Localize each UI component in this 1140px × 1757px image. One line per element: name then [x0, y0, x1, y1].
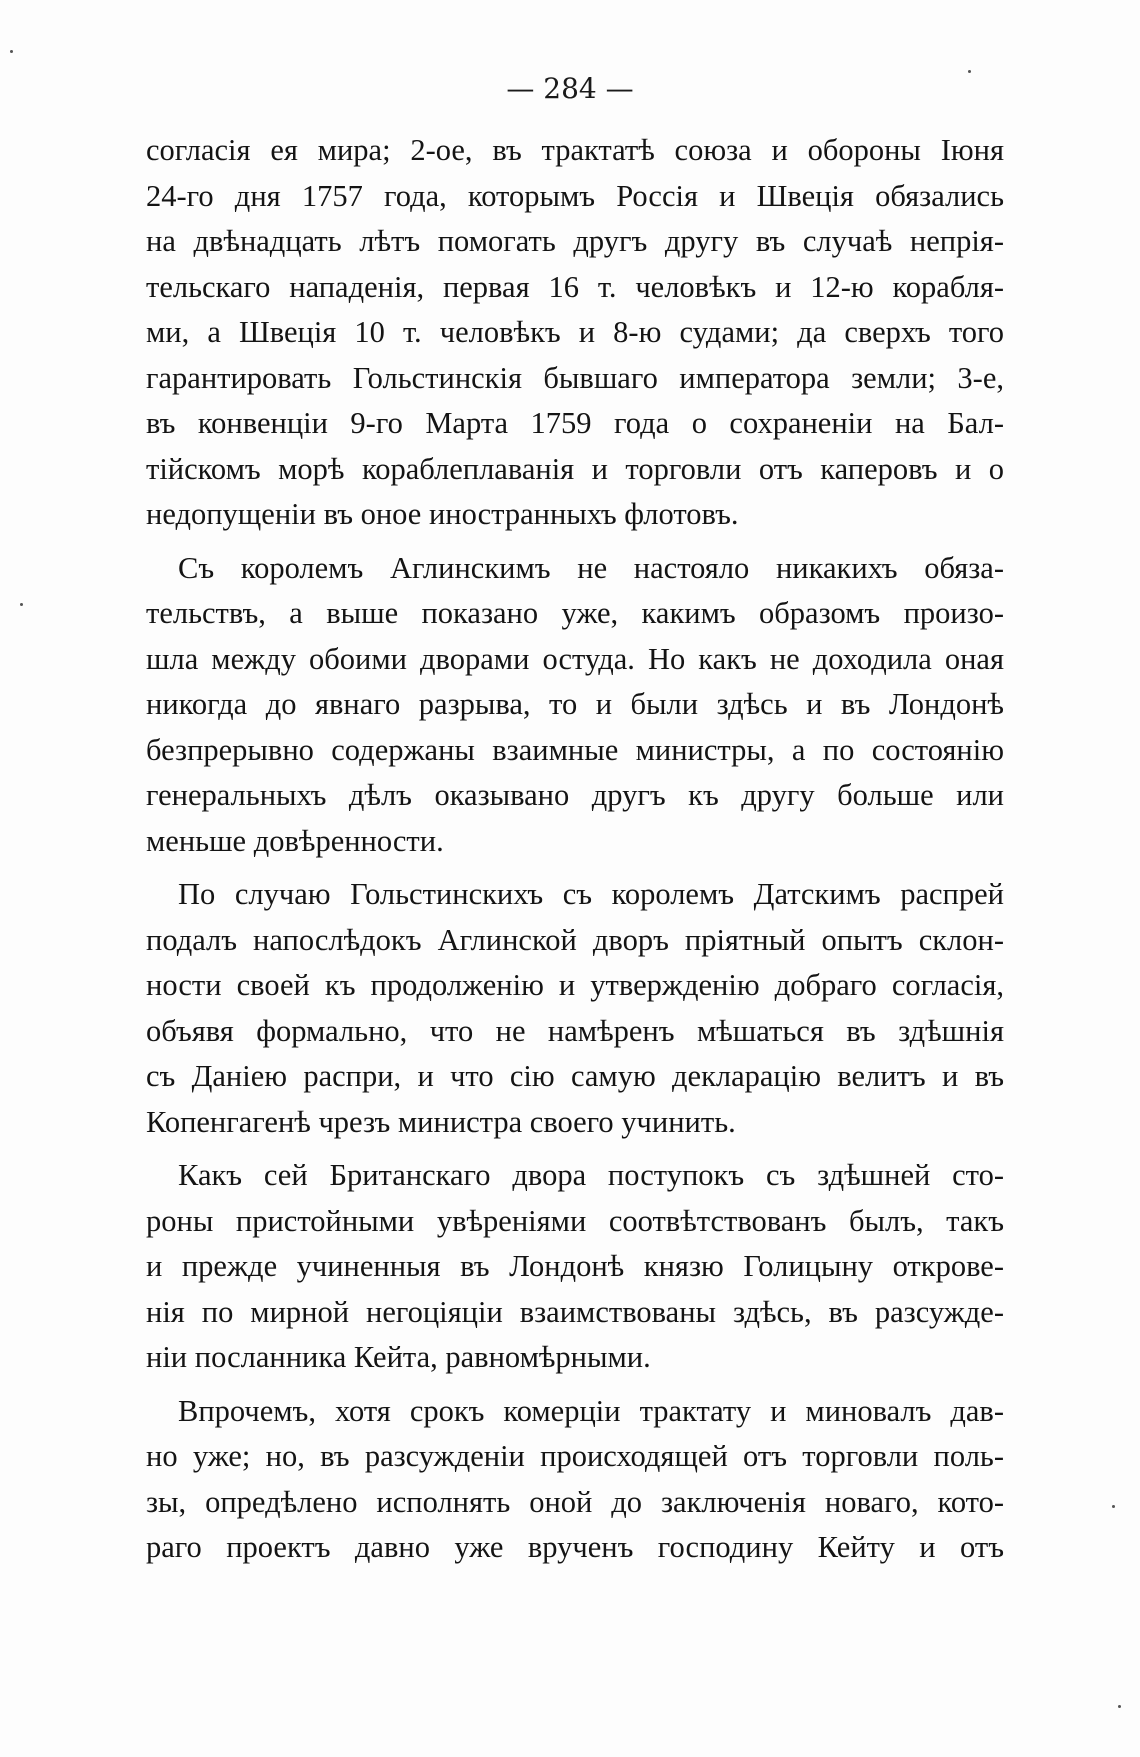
body-text	[146, 128, 1004, 1579]
text-line: роны пристойными увѣреніями соотвѣтствованъ былъ, такъ	[146, 1203, 1004, 1238]
text-line: Съ королемъ Аглинскимъ не настояло никакихъ обяза-	[178, 550, 1004, 585]
text-line: но уже; но, въ разсужденіи происходящей отъ торговли поль-	[146, 1439, 1004, 1473]
text-line: Какъ сей Британскаго двора поступокъ съ здѣшней сто-	[178, 1158, 1004, 1192]
text-line: съ Даніею распри, и что сію самую декларацію велитъ и въ	[146, 1059, 1004, 1093]
scan-speck	[20, 603, 23, 606]
paragraph-1	[146, 128, 1004, 538]
text-line: раго проектъ давно уже врученъ господину Кейту и отъ	[146, 1530, 1004, 1564]
scan-speck	[1112, 1505, 1115, 1508]
paragraph-4	[146, 1153, 1004, 1381]
scan-speck	[10, 50, 13, 53]
text-line: Копенгагенѣ чрезъ министра своего учинить.	[146, 1104, 736, 1139]
text-line: нія по мирной негоціяціи взаимствованы здѣсь, въ разсужде-	[146, 1294, 1004, 1329]
page-number: — 284 —	[506, 72, 634, 105]
scan-speck	[968, 70, 971, 73]
text-line: тельствъ, а выше показано уже, какимъ образомъ произо-	[146, 596, 1004, 630]
text-line: ніи посланника Кейта, равномѣрными.	[146, 1340, 651, 1374]
text-line: на двѣнадцать лѣтъ помогать другъ другу въ случаѣ непрія-	[146, 224, 1004, 258]
paragraph-2	[146, 546, 1004, 865]
text-line: подалъ напослѣдокъ Аглинской дворъ пріятный опытъ склон-	[146, 922, 1004, 957]
text-line: гарантировать Гольстинскія бывшаго императора земли; 3-е,	[146, 360, 1004, 395]
text-line: объявя формально, что не намѣренъ мѣшаться въ здѣшнія	[146, 1013, 1004, 1048]
text-line: генеральныхъ дѣлъ оказывано другъ къ другу больше или	[146, 778, 1004, 812]
text-line: По случаю Гольстинскихъ съ королемъ Датскимъ распрей	[178, 877, 1004, 911]
scan-speck	[1118, 1705, 1121, 1708]
text-line: недопущеніи въ оное иностранныхъ флотовъ.	[146, 497, 739, 531]
text-line: ности своей къ продолженію и утвержденію добраго согласія,	[146, 968, 1004, 1002]
text-line: Впрочемъ, хотя срокъ комерціи трактату и миновалъ дав-	[178, 1393, 1004, 1428]
text-line: и прежде учиненныя въ Лондонѣ князю Голицыну открове-	[146, 1249, 1004, 1283]
text-line: зы, опредѣлено исполнять оной до заключенія новаго, кото-	[146, 1484, 1004, 1519]
paragraph-5	[146, 1389, 1004, 1571]
text-line: безпрерывно содержаны взаимные министры, а по состоянію	[146, 732, 1004, 767]
text-line: тельскаго нападенія, первая 16 т. человѣкъ и 12-ю корабля-	[146, 269, 1004, 304]
text-line: согласія ея мира; 2-ое, въ трактатѣ союза и обороны Іюня	[146, 133, 1004, 167]
text-line: шла между обоими дворами остуда. Но какъ не доходила оная	[146, 641, 1004, 676]
paragraph-3	[146, 872, 1004, 1145]
text-line: въ конвенціи 9-го Марта 1759 года о сохраненіи на Бал-	[146, 406, 1004, 440]
text-line: тійскомъ морѣ кораблеплаванія и торговли отъ каперовъ и о	[146, 451, 1004, 486]
text-line: ми, а Швеція 10 т. человѣкъ и 8-ю судами; да сверхъ того	[146, 315, 1004, 349]
text-line: меньше довѣренности.	[146, 823, 444, 858]
text-line: 24-го дня 1757 года, которымъ Россія и Швеція обязались	[146, 178, 1004, 213]
text-line: никогда до явнаго разрыва, то и были здѣсь и въ Лондонѣ	[146, 687, 1004, 721]
